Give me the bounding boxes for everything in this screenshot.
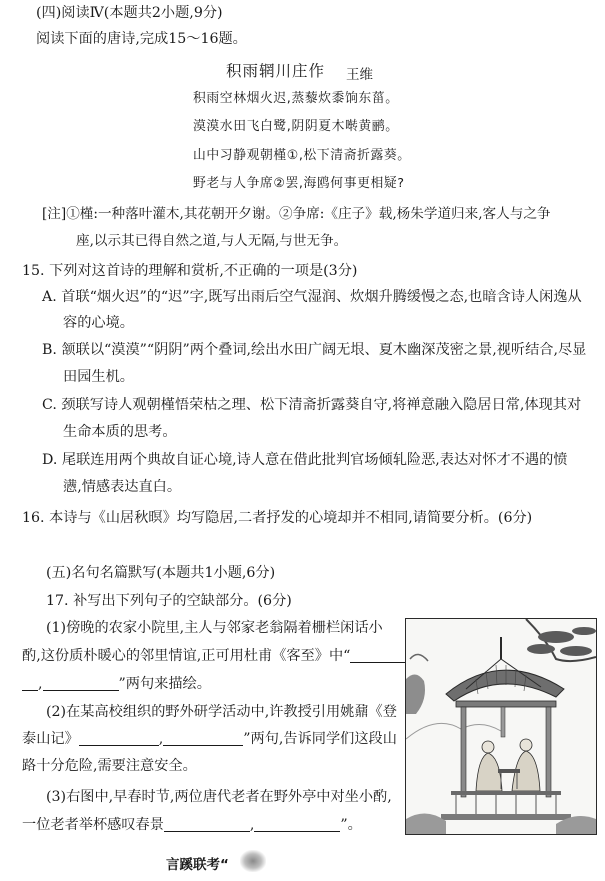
- q15-option-a-line-2: 容的心境。: [63, 315, 134, 331]
- poem-line-3: 山中习静观朝槿①,松下清斋折露葵。: [193, 148, 411, 163]
- q15-stem: 15. 下列对这首诗的理解和赏析,不正确的一项是(3分): [22, 263, 358, 279]
- q17-part3-line-1: (3)右图中,早春时节,两位唐代老者在野外亭中对坐小酌,: [46, 789, 392, 805]
- q17-blank-1-cont[interactable]: [22, 676, 38, 691]
- section5-heading: (五)名句名篇默写(本题共1小题,6分): [46, 565, 276, 581]
- q15-option-c-line-2: 生命本质的思考。: [63, 424, 177, 440]
- pavilion-drawing: [406, 619, 596, 834]
- q15-option-a-line-1: A. 首联“烟火迟”的“迟”字,既写出雨后空气湿润、炊烟升腾缓慢之态,也暗含诗人闲逸从: [42, 289, 582, 305]
- section4-instruction: 阅读下面的唐诗,完成15～16题。: [36, 31, 247, 47]
- q17-part1-line-3: , ”两句来描绘。: [22, 674, 211, 694]
- q17-part1-line-2: 酌,这份质朴暖心的邻里情谊,正可用杜甫《客至》中“: [22, 646, 416, 666]
- poem-title: 积雨辋川庄作: [226, 62, 326, 80]
- q17-blank-5[interactable]: [164, 817, 250, 832]
- poem-line-4: 野老与人争席②罢,海鸥何事更相疑?: [193, 176, 405, 191]
- poem-note-line-1: [注]①槿:一种落叶灌木,其花朝开夕谢。②争席:《庄子》载,杨朱学道归来,客人与之争: [42, 206, 551, 222]
- q17-blank-6[interactable]: [254, 817, 340, 832]
- q17-blank-3[interactable]: [79, 731, 159, 746]
- q15-option-b-line-1: B. 颔联以“漠漠”“阴阴”两个叠词,绘出水田广阔无垠、夏木幽深茂密之景,视听结合,尽显: [42, 342, 587, 358]
- q17-blank-2[interactable]: [43, 676, 119, 691]
- q17-blank-4[interactable]: [163, 731, 243, 746]
- q17-part2-line-3: 路十分危险,需要注意安全。: [22, 758, 197, 774]
- q16-stem: 16. 本诗与《山居秋暝》均写隐居,二者抒发的心境却并不相同,请简要分析。(6分): [22, 510, 533, 526]
- q17-stem: 17. 补写出下列句子的空缺部分。(6分): [46, 593, 292, 609]
- footer-text: 言蹊联考“: [166, 857, 229, 873]
- q15-option-c-line-1: C. 颈联写诗人观朝槿悟荣枯之理、松下清斋折露葵自守,将禅意融入隐居日常,体现其对: [42, 397, 582, 413]
- q15-option-d-line-1: D. 尾联连用两个典故自证心境,诗人意在借此批判官场倾轧险恶,表达对怀才不遇的愤: [42, 452, 568, 468]
- pavilion-painting: [405, 618, 597, 835]
- q17-part2-line-1: (2)在某高校组织的野外研学活动中,许教授引用姚鼐《登: [46, 704, 397, 720]
- q17-part3-line-2: 一位老者举杯感叹春景 , ”。: [22, 817, 362, 833]
- q15-option-d-line-2: 懑,情感表达直白。: [63, 479, 182, 495]
- q15-option-b-line-2: 田园生机。: [63, 369, 134, 385]
- poem-line-2: 漠漠水田飞白鹭,阴阴夏木啭黄鹂。: [193, 119, 399, 134]
- poem-line-1: 积雨空林烟火迟,蒸藜炊黍饷东菑。: [193, 91, 399, 106]
- q17-part1-line-1: (1)傍晚的农家小院里,主人与邻家老翁隔着栅栏闲话小: [46, 620, 383, 636]
- poem-note-line-2: 座,以示其已得自然之道,与人无隔,与世无争。: [76, 233, 348, 249]
- section4-heading: (四)阅读Ⅳ(本题共2小题,9分): [36, 5, 223, 21]
- poem-author: 王维: [346, 67, 373, 83]
- q17-part2-line-2: 泰山记》 , ”两句,告诉同学们这段山: [22, 731, 397, 747]
- scan-smudge: [240, 850, 266, 872]
